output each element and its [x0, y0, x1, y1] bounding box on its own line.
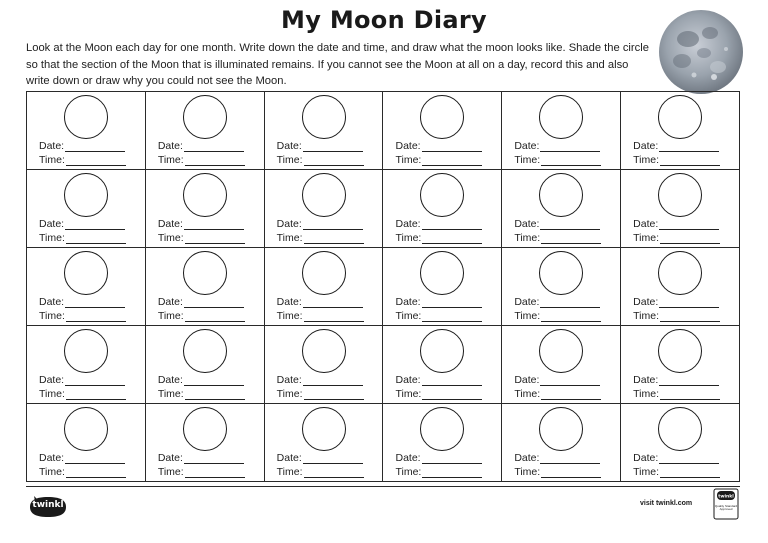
date-field[interactable] — [633, 452, 719, 464]
date-write-line[interactable] — [659, 220, 719, 230]
diary-cell-content — [265, 404, 383, 481]
date-field[interactable] — [633, 218, 719, 230]
date-write-line[interactable] — [65, 220, 125, 230]
moon-drawing-circle[interactable] — [539, 251, 583, 295]
date-label: Date: — [157, 296, 183, 308]
time-write-line[interactable] — [541, 390, 601, 400]
time-label: Time: — [157, 154, 184, 166]
moon-drawing-circle[interactable] — [302, 329, 346, 373]
diary-cell-content — [27, 170, 145, 247]
date-write-line[interactable] — [303, 454, 363, 464]
diary-cell — [145, 404, 264, 482]
time-write-line[interactable] — [541, 234, 601, 244]
moon-drawing-circle[interactable] — [302, 173, 346, 217]
time-write-line[interactable] — [422, 468, 482, 478]
date-field[interactable] — [277, 374, 363, 386]
moon-drawing-circle[interactable] — [420, 251, 464, 295]
time-label: Time: — [276, 466, 303, 478]
time-field[interactable] — [633, 310, 720, 322]
time-write-line[interactable] — [304, 468, 364, 478]
time-field[interactable] — [395, 310, 482, 322]
date-write-line[interactable] — [65, 142, 125, 152]
date-label: Date: — [395, 218, 421, 230]
diary-cell — [621, 92, 740, 170]
diary-cell — [27, 326, 146, 404]
date-write-line[interactable] — [184, 142, 244, 152]
moon-drawing-circle[interactable] — [658, 95, 702, 139]
moon-drawing-circle[interactable] — [183, 407, 227, 451]
diary-cell — [145, 326, 264, 404]
diary-cell — [27, 404, 146, 482]
date-field[interactable] — [514, 218, 600, 230]
time-field[interactable] — [277, 154, 364, 166]
time-field[interactable] — [633, 232, 720, 244]
time-write-line[interactable] — [422, 156, 482, 166]
diary-cell — [145, 92, 264, 170]
diary-cell-content — [621, 170, 739, 247]
diary-cell — [264, 248, 383, 326]
diary-cell — [383, 92, 502, 170]
diary-cell — [264, 92, 383, 170]
diary-cell — [27, 170, 146, 248]
moon-drawing-circle[interactable] — [302, 95, 346, 139]
time-field[interactable] — [277, 388, 364, 400]
date-label: Date: — [39, 140, 65, 152]
date-label: Date: — [39, 452, 65, 464]
time-field[interactable] — [514, 310, 601, 322]
date-write-line[interactable] — [303, 142, 363, 152]
diary-cell-content — [27, 404, 145, 481]
time-label: Time: — [157, 232, 184, 244]
time-field[interactable] — [39, 232, 126, 244]
diary-grid — [26, 91, 740, 482]
date-field[interactable] — [633, 296, 719, 308]
date-label: Date: — [514, 452, 540, 464]
diary-cell-content — [27, 248, 145, 325]
moon-drawing-circle[interactable] — [420, 407, 464, 451]
time-field[interactable] — [39, 310, 126, 322]
diary-cell-content — [502, 404, 620, 481]
time-label: Time: — [276, 388, 303, 400]
date-field[interactable] — [39, 140, 125, 152]
instructions-text: Look at the Moon each day for one month. Write down the date and time, and draw what the moon looks like. Shade the circle so that the section of the Moon that is illuminated remains. If you cannot see the Moon at all on a day, record this and also write down or draw why you could not see the Moon. — [26, 42, 649, 87]
time-field[interactable] — [395, 154, 482, 166]
time-field[interactable] — [277, 466, 364, 478]
time-write-line[interactable] — [66, 390, 126, 400]
date-field[interactable] — [277, 218, 363, 230]
diary-cell-content — [383, 92, 501, 169]
time-write-line[interactable] — [185, 234, 245, 244]
time-label: Time: — [395, 310, 422, 322]
date-label: Date: — [395, 374, 421, 386]
diary-cell — [502, 248, 621, 326]
time-write-line[interactable] — [541, 156, 601, 166]
date-field[interactable] — [39, 374, 125, 386]
date-label: Date: — [395, 452, 421, 464]
moon-icon — [658, 9, 744, 95]
diary-cell-content — [146, 248, 264, 325]
date-field[interactable] — [39, 218, 125, 230]
diary-row — [27, 248, 740, 326]
date-field[interactable] — [514, 374, 600, 386]
date-field[interactable] — [514, 140, 600, 152]
date-label: Date: — [157, 374, 183, 386]
date-label: Date: — [39, 218, 65, 230]
time-write-line[interactable] — [304, 390, 364, 400]
time-write-line[interactable] — [304, 234, 364, 244]
date-field[interactable] — [158, 296, 244, 308]
date-field[interactable] — [277, 140, 363, 152]
diary-cell-content — [265, 92, 383, 169]
moon-drawing-circle[interactable] — [183, 329, 227, 373]
moon-drawing-circle[interactable] — [420, 329, 464, 373]
diary-cell-content — [502, 326, 620, 403]
date-field[interactable] — [395, 374, 481, 386]
date-field[interactable] — [158, 374, 244, 386]
diary-cell — [27, 248, 146, 326]
date-field[interactable] — [395, 296, 481, 308]
date-label: Date: — [276, 140, 302, 152]
diary-cell-content — [383, 248, 501, 325]
moon-drawing-circle[interactable] — [302, 251, 346, 295]
time-field[interactable] — [395, 466, 482, 478]
diary-cell — [502, 326, 621, 404]
date-write-line[interactable] — [303, 298, 363, 308]
time-label: Time: — [157, 466, 184, 478]
date-label: Date: — [276, 218, 302, 230]
diary-cell-content — [265, 248, 383, 325]
time-field[interactable] — [158, 388, 245, 400]
diary-cell-content — [265, 326, 383, 403]
diary-cell-content — [383, 326, 501, 403]
moon-drawing-circle[interactable] — [658, 251, 702, 295]
date-write-line[interactable] — [65, 376, 125, 386]
time-label: Time: — [395, 388, 422, 400]
time-label: Time: — [157, 310, 184, 322]
time-field[interactable] — [395, 232, 482, 244]
time-label: Time: — [633, 466, 660, 478]
moon-drawing-circle[interactable] — [302, 407, 346, 451]
diary-cell — [621, 248, 740, 326]
date-write-line[interactable] — [65, 298, 125, 308]
badge-text: Quality Standard Approved — [714, 504, 738, 512]
time-field[interactable] — [158, 232, 245, 244]
date-field[interactable] — [158, 218, 244, 230]
time-field[interactable] — [514, 388, 601, 400]
time-label: Time: — [395, 466, 422, 478]
diary-cell — [383, 248, 502, 326]
diary-cell — [621, 170, 740, 248]
date-label: Date: — [514, 218, 540, 230]
moon-drawing-circle[interactable] — [64, 329, 108, 373]
date-field[interactable] — [395, 452, 481, 464]
diary-cell — [621, 326, 740, 404]
diary-row — [27, 326, 740, 404]
moon-drawing-circle[interactable] — [64, 251, 108, 295]
time-label: Time: — [633, 388, 660, 400]
diary-cell-content — [383, 404, 501, 481]
date-label: Date: — [276, 296, 302, 308]
date-field[interactable] — [633, 374, 719, 386]
date-label: Date: — [157, 452, 183, 464]
time-write-line[interactable] — [422, 390, 482, 400]
moon-drawing-circle[interactable] — [183, 173, 227, 217]
diary-cell-content — [502, 248, 620, 325]
date-field[interactable] — [395, 218, 481, 230]
time-write-line[interactable] — [422, 234, 482, 244]
time-write-line[interactable] — [185, 468, 245, 478]
time-write-line[interactable] — [304, 312, 364, 322]
date-write-line[interactable] — [540, 376, 600, 386]
date-field[interactable] — [39, 296, 125, 308]
moon-drawing-circle[interactable] — [183, 251, 227, 295]
date-label: Date: — [633, 374, 659, 386]
date-field[interactable] — [39, 452, 125, 464]
time-field[interactable] — [39, 388, 126, 400]
diary-cell-content — [146, 404, 264, 481]
date-write-line[interactable] — [422, 142, 482, 152]
diary-cell-content — [146, 92, 264, 169]
date-label: Date: — [157, 140, 183, 152]
time-write-line[interactable] — [66, 468, 126, 478]
diary-cell — [502, 404, 621, 482]
time-label: Time: — [276, 310, 303, 322]
time-field[interactable] — [514, 154, 601, 166]
time-label: Time: — [39, 388, 65, 400]
diary-cell — [383, 170, 502, 248]
moon-drawing-circle[interactable] — [420, 95, 464, 139]
diary-row — [27, 170, 740, 248]
date-field[interactable] — [514, 452, 600, 464]
time-label: Time: — [514, 466, 541, 478]
time-write-line[interactable] — [304, 156, 364, 166]
time-field[interactable] — [158, 154, 245, 166]
time-field[interactable] — [514, 466, 601, 478]
date-write-line[interactable] — [303, 376, 363, 386]
date-write-line[interactable] — [422, 220, 482, 230]
date-label: Date: — [39, 296, 65, 308]
diary-cell-content — [621, 326, 739, 403]
date-label: Date: — [514, 140, 540, 152]
diary-cell-content — [27, 92, 145, 169]
time-write-line[interactable] — [185, 312, 245, 322]
diary-cell — [264, 326, 383, 404]
time-field[interactable] — [514, 232, 601, 244]
moon-drawing-circle[interactable] — [539, 173, 583, 217]
date-label: Date: — [514, 374, 540, 386]
time-label: Time: — [395, 154, 422, 166]
moon-drawing-circle[interactable] — [658, 407, 702, 451]
time-field[interactable] — [158, 466, 245, 478]
date-label: Date: — [633, 296, 659, 308]
date-field[interactable] — [514, 296, 600, 308]
time-label: Time: — [276, 232, 303, 244]
date-field[interactable] — [158, 140, 244, 152]
diary-row — [27, 404, 740, 482]
date-write-line[interactable] — [303, 220, 363, 230]
date-write-line[interactable] — [184, 298, 244, 308]
time-label: Time: — [514, 154, 541, 166]
logo-text: twinkl — [32, 500, 64, 510]
page-title: My Moon Diary — [281, 6, 487, 34]
date-label: Date: — [633, 218, 659, 230]
date-write-line[interactable] — [422, 454, 482, 464]
diary-cell — [145, 248, 264, 326]
date-label: Date: — [157, 218, 183, 230]
date-label: Date: — [633, 140, 659, 152]
time-field[interactable] — [633, 466, 720, 478]
moon-drawing-circle[interactable] — [183, 95, 227, 139]
date-field[interactable] — [395, 140, 481, 152]
diary-cell-content — [621, 248, 739, 325]
time-label: Time: — [39, 310, 65, 322]
time-label: Time: — [514, 388, 541, 400]
time-field[interactable] — [277, 232, 364, 244]
time-label: Time: — [39, 154, 65, 166]
date-write-line[interactable] — [184, 454, 244, 464]
moon-drawing-circle[interactable] — [64, 95, 108, 139]
moon-drawing-circle[interactable] — [539, 407, 583, 451]
diary-cell — [27, 92, 146, 170]
date-write-line[interactable] — [659, 298, 719, 308]
time-label: Time: — [39, 466, 65, 478]
time-field[interactable] — [633, 388, 720, 400]
time-label: Time: — [633, 154, 660, 166]
date-label: Date: — [276, 374, 302, 386]
date-write-line[interactable] — [659, 142, 719, 152]
time-write-line[interactable] — [541, 312, 601, 322]
time-field[interactable] — [158, 310, 245, 322]
diary-cell-content — [502, 92, 620, 169]
time-write-line[interactable] — [185, 156, 245, 166]
date-label: Date: — [514, 296, 540, 308]
time-write-line[interactable] — [660, 390, 720, 400]
moon-drawing-circle[interactable] — [64, 173, 108, 217]
time-label: Time: — [514, 232, 541, 244]
diary-cell — [502, 92, 621, 170]
diary-cell-content — [621, 92, 739, 169]
time-write-line[interactable] — [660, 312, 720, 322]
footer-divider — [26, 486, 740, 487]
time-write-line[interactable] — [185, 390, 245, 400]
badge-logo-text: twinkl — [718, 494, 734, 500]
time-write-line[interactable] — [660, 156, 720, 166]
date-label: Date: — [633, 452, 659, 464]
diary-cell — [502, 170, 621, 248]
time-write-line[interactable] — [541, 468, 601, 478]
date-write-line[interactable] — [540, 298, 600, 308]
diary-row — [27, 92, 740, 170]
time-label: Time: — [514, 310, 541, 322]
date-label: Date: — [395, 140, 421, 152]
time-field[interactable] — [395, 388, 482, 400]
visit-link[interactable]: visit twinkl.com — [640, 500, 693, 507]
diary-cell — [145, 170, 264, 248]
diary-cell-content — [27, 326, 145, 403]
date-field[interactable] — [277, 452, 363, 464]
time-write-line[interactable] — [660, 468, 720, 478]
diary-cell-content — [265, 170, 383, 247]
diary-cell-content — [146, 170, 264, 247]
time-label: Time: — [395, 232, 422, 244]
time-write-line[interactable] — [66, 234, 126, 244]
moon-drawing-circle[interactable] — [539, 329, 583, 373]
diary-cell-content — [383, 170, 501, 247]
time-label: Time: — [633, 310, 660, 322]
moon-drawing-circle[interactable] — [658, 329, 702, 373]
date-write-line[interactable] — [422, 376, 482, 386]
date-field[interactable] — [158, 452, 244, 464]
diary-cell — [264, 170, 383, 248]
time-label: Time: — [157, 388, 184, 400]
date-write-line[interactable] — [540, 220, 600, 230]
moon-drawing-circle[interactable] — [64, 407, 108, 451]
time-field[interactable] — [277, 310, 364, 322]
time-write-line[interactable] — [422, 312, 482, 322]
diary-cell — [621, 404, 740, 482]
time-write-line[interactable] — [66, 312, 126, 322]
time-label: Time: — [633, 232, 660, 244]
moon-drawing-circle[interactable] — [658, 173, 702, 217]
diary-cell-content — [146, 326, 264, 403]
date-label: Date: — [276, 452, 302, 464]
date-write-line[interactable] — [65, 454, 125, 464]
date-label: Date: — [395, 296, 421, 308]
date-write-line[interactable] — [540, 454, 600, 464]
date-write-line[interactable] — [184, 376, 244, 386]
diary-cell — [383, 404, 502, 482]
date-field[interactable] — [277, 296, 363, 308]
date-write-line[interactable] — [540, 142, 600, 152]
time-write-line[interactable] — [66, 156, 126, 166]
date-write-line[interactable] — [422, 298, 482, 308]
time-write-line[interactable] — [660, 234, 720, 244]
moon-drawing-circle[interactable] — [539, 95, 583, 139]
twinkl-logo — [26, 494, 70, 520]
time-field[interactable] — [39, 154, 126, 166]
date-write-line[interactable] — [659, 454, 719, 464]
diary-cell-content — [502, 170, 620, 247]
date-write-line[interactable] — [659, 376, 719, 386]
date-field[interactable] — [633, 140, 719, 152]
diary-cell-content — [621, 404, 739, 481]
time-label: Time: — [276, 154, 303, 166]
time-label: Time: — [39, 232, 65, 244]
date-write-line[interactable] — [184, 220, 244, 230]
time-field[interactable] — [633, 154, 720, 166]
diary-cell — [264, 404, 383, 482]
moon-drawing-circle[interactable] — [420, 173, 464, 217]
diary-cell — [383, 326, 502, 404]
time-field[interactable] — [39, 466, 126, 478]
date-label: Date: — [39, 374, 65, 386]
